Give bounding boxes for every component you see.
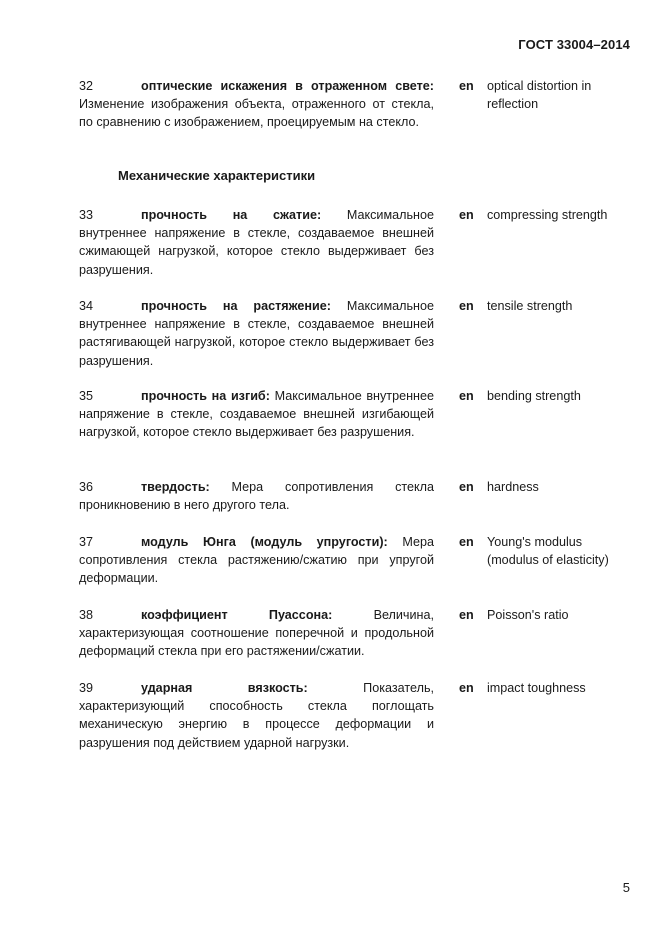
english-equivalent: compressing strength bbox=[487, 208, 608, 222]
term-definition-text bbox=[79, 533, 434, 588]
language-code: en bbox=[459, 79, 474, 93]
language-code: en bbox=[459, 535, 474, 549]
term-number: 36 bbox=[79, 480, 94, 494]
term-number: 38 bbox=[79, 608, 94, 622]
page-number: 5 bbox=[622, 880, 630, 895]
term-definition: Максимальное внутреннее напряжение в стекле, создаваемое внешней изгибающей нагрузкой, которое стекло выдерживает без разрушения. bbox=[79, 389, 435, 440]
term-definition: Мера сопротивления стекла проникновению в него другого тела. bbox=[79, 480, 434, 513]
term-number: 34 bbox=[79, 299, 94, 313]
language-code: en bbox=[459, 389, 474, 403]
term-number: 35 bbox=[79, 389, 94, 403]
term-name: оптические искажения в отраженном свете: bbox=[141, 79, 434, 93]
term-name: твердость: bbox=[141, 480, 210, 494]
term-definition-text bbox=[79, 206, 434, 279]
term-name: прочность на растяжение: bbox=[141, 299, 331, 313]
english-equivalent: bending strength bbox=[487, 389, 581, 403]
english-equivalent: Young's modulus (modulus of elasticity) bbox=[487, 535, 609, 568]
term-definition: Мера сопротивления стекла растяжению/сжатию при упругой деформации. bbox=[79, 535, 434, 586]
term-name: прочность на сжатие: bbox=[141, 208, 322, 222]
section-heading: Механические характеристики bbox=[118, 168, 316, 183]
english-equivalent: Poisson's ratio bbox=[487, 608, 569, 622]
term-name: прочность на изгиб: bbox=[141, 389, 270, 403]
term-name: коэффициент Пуассона: bbox=[141, 608, 333, 622]
language-code: en bbox=[459, 299, 474, 313]
term-name: ударная вязкость: bbox=[141, 681, 308, 695]
term-name: модуль Юнга (модуль упругости): bbox=[141, 535, 388, 549]
language-code: en bbox=[459, 480, 474, 494]
term-number: 39 bbox=[79, 681, 94, 695]
document-header: ГОСТ 33004–2014 bbox=[518, 37, 630, 52]
term-definition: Показатель, характеризующий способность стекла поглощать механическую энергию в процессе деформации и разрушения под действием ударной нагрузки. bbox=[79, 681, 434, 750]
term-definition-text bbox=[79, 387, 434, 442]
term-definition: Величина, характеризующая соотношение поперечной и продольной деформаций стекла при его растяжении/сжатии. bbox=[79, 608, 434, 659]
term-definition-text bbox=[79, 606, 434, 661]
language-code: en bbox=[459, 208, 474, 222]
term-number: 33 bbox=[79, 208, 94, 222]
language-code: en bbox=[459, 681, 474, 695]
english-equivalent: hardness bbox=[487, 480, 539, 494]
term-definition-text bbox=[79, 478, 434, 514]
term-definition-text bbox=[79, 679, 434, 752]
term-definition: Изменение изображения объекта, отраженного от стекла, по сравнению с изображением, проецируемым на стекло. bbox=[79, 97, 434, 130]
term-definition: Максимальное внутреннее напряжение в стекле, создаваемое внешней сжимающей нагрузкой, которое стекло выдерживает без разрушения. bbox=[79, 208, 434, 277]
english-equivalent: impact toughness bbox=[487, 681, 586, 695]
term-definition: Максимальное внутреннее напряжение в стекле, создаваемое внешней растягивающей нагрузкой, которое стекло выдерживает без разрушения. bbox=[79, 299, 434, 368]
term-definition-text bbox=[79, 297, 434, 370]
language-code: en bbox=[459, 608, 474, 622]
term-number: 37 bbox=[79, 535, 94, 549]
english-equivalent: tensile strength bbox=[487, 299, 573, 313]
term-definition-text bbox=[79, 77, 434, 132]
term-number: 32 bbox=[79, 79, 94, 93]
english-equivalent: optical distortion in reflection bbox=[487, 79, 592, 112]
